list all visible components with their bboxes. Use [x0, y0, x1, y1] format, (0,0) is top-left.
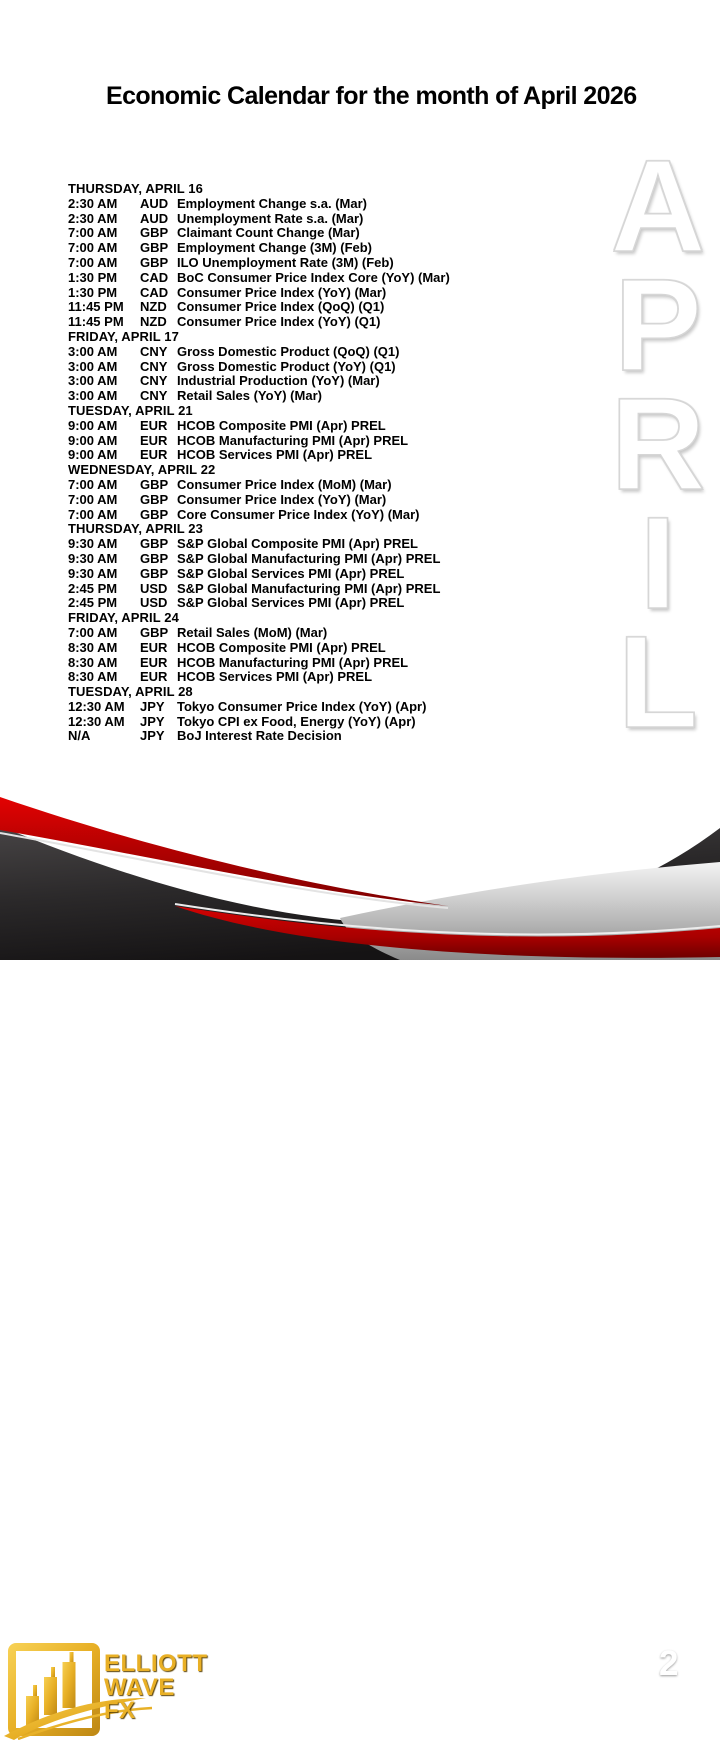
- calendar-event-row: [68, 656, 450, 671]
- calendar-event-row: [68, 271, 450, 286]
- footer-swoosh-graphic: [0, 780, 720, 960]
- month-letter: P: [614, 251, 702, 398]
- calendar-event-row: [68, 448, 450, 463]
- calendar-event-row: [68, 626, 450, 641]
- event-time: 2:45 PM: [68, 580, 118, 596]
- calendar-event-row: [68, 197, 450, 212]
- event-name: S&P Global Manufacturing PMI (Apr) PREL: [177, 550, 441, 566]
- event-time: 8:30 AM: [68, 639, 118, 655]
- event-name: Gross Domestic Product (QoQ) (Q1): [177, 343, 400, 359]
- event-name: HCOB Services PMI (Apr) PREL: [177, 669, 373, 685]
- event-name: S&P Global Services PMI (Apr) PREL: [177, 595, 405, 611]
- calendar-event-row: [68, 670, 450, 685]
- calendar-day-header: TUESDAY, APRIL 28: [68, 684, 193, 700]
- event-time: 7:00 AM: [68, 476, 118, 492]
- event-currency: NZD: [140, 299, 167, 315]
- event-name: HCOB Manufacturing PMI (Apr) PREL: [177, 432, 409, 448]
- calendar-day-header: THURSDAY, APRIL 16: [68, 181, 203, 196]
- event-currency: NZD: [140, 314, 167, 330]
- event-name: Retail Sales (YoY) (Mar): [177, 388, 322, 404]
- month-letter: A: [610, 132, 706, 279]
- event-currency: GBP: [140, 565, 169, 581]
- event-time: 9:30 AM: [68, 550, 118, 566]
- event-currency: GBP: [140, 506, 169, 522]
- calendar-event-row: [68, 700, 450, 715]
- event-name: HCOB Services PMI (Apr) PREL: [177, 447, 373, 463]
- event-name: S&P Global Composite PMI (Apr) PREL: [177, 536, 419, 552]
- event-time: 9:00 AM: [68, 432, 118, 448]
- event-currency: GBP: [140, 476, 169, 492]
- calendar-event-row: [68, 212, 450, 227]
- event-time: 2:30 AM: [68, 210, 118, 226]
- event-name: HCOB Composite PMI (Apr) PREL: [177, 639, 386, 655]
- website-url: ELLIOTTWAVEFX.COM: [516, 1714, 702, 1732]
- page-number: 2: [659, 1644, 679, 1683]
- event-name: BoC Consumer Price Index Core (YoY) (Mar): [177, 269, 450, 285]
- calendar-event-row: [68, 582, 450, 597]
- event-currency: CNY: [140, 343, 168, 359]
- economic-calendar-list: [68, 182, 450, 744]
- calendar-event-row: [68, 419, 450, 434]
- event-name: Consumer Price Index (YoY) (Mar): [177, 491, 387, 507]
- month-letter: R: [610, 370, 706, 517]
- event-name: Gross Domestic Product (YoY) (Q1): [177, 358, 396, 374]
- event-time: 2:30 AM: [68, 195, 118, 211]
- event-currency: CNY: [140, 358, 168, 374]
- calendar-event-row: [68, 300, 450, 315]
- event-currency: AUD: [140, 195, 169, 211]
- event-time: 12:30 AM: [68, 713, 125, 729]
- event-name: Employment Change s.a. (Mar): [177, 195, 367, 211]
- calendar-event-row: [68, 508, 450, 523]
- event-time: 8:30 AM: [68, 669, 118, 685]
- event-time: 3:00 AM: [68, 373, 118, 389]
- event-name: Consumer Price Index (QoQ) (Q1): [177, 299, 385, 315]
- event-time: 7:00 AM: [68, 254, 118, 270]
- event-currency: USD: [140, 595, 168, 611]
- month-letter: L: [617, 608, 699, 755]
- calendar-event-row: [68, 241, 450, 256]
- event-name: S&P Global Services PMI (Apr) PREL: [177, 565, 405, 581]
- event-time: 7:00 AM: [68, 240, 118, 256]
- event-currency: EUR: [140, 639, 168, 655]
- calendar-event-row: [68, 478, 450, 493]
- event-currency: GBP: [140, 550, 169, 566]
- event-currency: CNY: [140, 373, 168, 389]
- event-currency: GBP: [140, 225, 169, 241]
- calendar-event-row: [68, 434, 450, 449]
- event-name: Core Consumer Price Index (YoY) (Mar): [177, 506, 420, 522]
- calendar-event-row: [68, 315, 450, 330]
- event-currency: CAD: [140, 284, 169, 300]
- calendar-event-row: [68, 256, 450, 271]
- calendar-event-row: [68, 537, 450, 552]
- event-name: Consumer Price Index (MoM) (Mar): [177, 476, 392, 492]
- event-name: Retail Sales (MoM) (Mar): [177, 624, 328, 640]
- event-currency: JPY: [140, 728, 165, 744]
- calendar-event-row: [68, 360, 450, 375]
- logo-wordmark: [104, 1652, 207, 1723]
- event-name: Consumer Price Index (YoY) (Q1): [177, 314, 381, 330]
- event-time: N/A: [68, 728, 91, 744]
- calendar-event-row: [68, 596, 450, 611]
- event-currency: EUR: [140, 447, 168, 463]
- logo-word-fx: FX: [104, 1697, 136, 1724]
- event-currency: CNY: [140, 388, 168, 404]
- calendar-day-header: FRIDAY, APRIL 17: [68, 328, 179, 344]
- event-time: 7:00 AM: [68, 491, 118, 507]
- event-time: 3:00 AM: [68, 343, 118, 359]
- calendar-event-row: [68, 567, 450, 582]
- event-currency: GBP: [140, 254, 169, 270]
- event-currency: EUR: [140, 669, 168, 685]
- event-currency: EUR: [140, 417, 168, 433]
- event-time: 9:30 AM: [68, 565, 118, 581]
- calendar-event-row: [68, 286, 450, 301]
- month-vertical-label: [598, 132, 718, 755]
- event-name: Claimant Count Change (Mar): [177, 225, 360, 241]
- calendar-event-row: [68, 715, 450, 730]
- calendar-event-row: [68, 389, 450, 404]
- calendar-day-header: WEDNESDAY, APRIL 22: [68, 462, 216, 478]
- event-time: 1:30 PM: [68, 269, 118, 285]
- month-letter: I: [639, 489, 677, 636]
- calendar-day-header: THURSDAY, APRIL 23: [68, 521, 203, 537]
- event-time: 7:00 AM: [68, 225, 118, 241]
- event-time: 12:30 AM: [68, 698, 125, 714]
- event-currency: JPY: [140, 698, 165, 714]
- event-name: ILO Unemployment Rate (3M) (Feb): [177, 254, 394, 270]
- event-time: 3:00 AM: [68, 358, 118, 374]
- event-time: 9:00 AM: [68, 447, 118, 463]
- event-currency: EUR: [140, 432, 168, 448]
- event-time: 3:00 AM: [68, 388, 118, 404]
- event-name: HCOB Manufacturing PMI (Apr) PREL: [177, 654, 409, 670]
- event-name: HCOB Composite PMI (Apr) PREL: [177, 417, 386, 433]
- event-currency: CAD: [140, 269, 169, 285]
- event-time: 9:00 AM: [68, 417, 118, 433]
- event-time: 2:45 PM: [68, 595, 118, 611]
- event-name: Employment Change (3M) (Feb): [177, 240, 373, 256]
- calendar-day-header: TUESDAY, APRIL 21: [68, 402, 193, 418]
- event-name: Tokyo Consumer Price Index (YoY) (Apr): [177, 698, 427, 714]
- event-time: 7:00 AM: [68, 506, 118, 522]
- event-time: 11:45 PM: [68, 299, 124, 315]
- event-currency: EUR: [140, 654, 168, 670]
- event-time: 11:45 PM: [68, 314, 124, 330]
- calendar-day-header: FRIDAY, APRIL 24: [68, 610, 179, 626]
- calendar-event-row: [68, 552, 450, 567]
- event-time: 1:30 PM: [68, 284, 118, 300]
- calendar-event-row: [68, 729, 450, 744]
- event-time: 7:00 AM: [68, 624, 118, 640]
- event-currency: GBP: [140, 624, 169, 640]
- event-time: 9:30 AM: [68, 536, 118, 552]
- event-currency: GBP: [140, 491, 169, 507]
- event-name: Industrial Production (YoY) (Mar): [177, 373, 380, 389]
- event-name: S&P Global Manufacturing PMI (Apr) PREL: [177, 580, 441, 596]
- calendar-event-row: [68, 374, 450, 389]
- event-currency: USD: [140, 580, 168, 596]
- event-currency: GBP: [140, 240, 169, 256]
- event-time: 8:30 AM: [68, 654, 118, 670]
- event-currency: AUD: [140, 210, 169, 226]
- event-name: BoJ Interest Rate Decision: [177, 728, 342, 744]
- event-name: Tokyo CPI ex Food, Energy (YoY) (Apr): [177, 713, 416, 729]
- event-currency: GBP: [140, 536, 169, 552]
- footer-banner: [0, 780, 720, 1732]
- calendar-event-row: [68, 493, 450, 508]
- event-name: Unemployment Rate s.a. (Mar): [177, 210, 364, 226]
- calendar-event-row: [68, 641, 450, 656]
- event-name: Consumer Price Index (YoY) (Mar): [177, 284, 387, 300]
- logo-word-elliott: ELLIOTT: [104, 1650, 208, 1677]
- calendar-event-row: [68, 226, 450, 241]
- event-currency: JPY: [140, 713, 165, 729]
- page-title: Economic Calendar for the month of April 2026: [106, 82, 637, 110]
- calendar-event-row: [68, 345, 450, 360]
- logo-word-wave: WAVE: [104, 1673, 175, 1701]
